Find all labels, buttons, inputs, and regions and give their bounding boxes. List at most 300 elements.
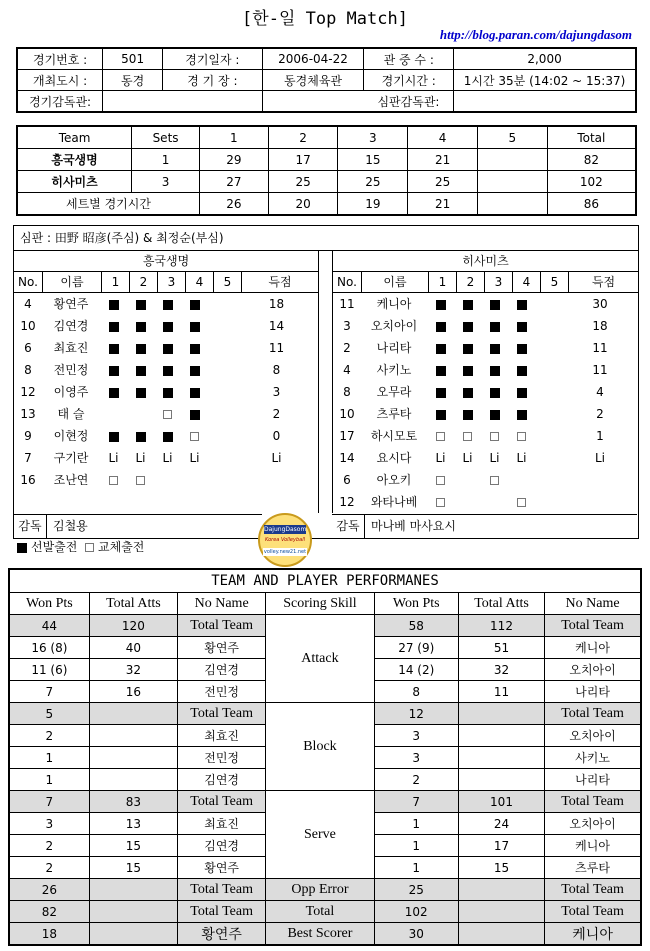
starter-square-icon: [517, 410, 527, 420]
away-name: 사키노: [545, 747, 641, 769]
away-name: 오치아이: [545, 813, 641, 835]
set-mark: [427, 469, 454, 491]
performance-title-row: [9, 569, 641, 593]
score-header-cell: 1: [199, 126, 268, 149]
player-points: 18: [592, 319, 608, 333]
set-mark: [508, 337, 535, 359]
away-name: Total Team: [545, 791, 641, 813]
score-cell: 3: [132, 171, 200, 193]
score-header-cell: Total: [547, 126, 636, 149]
set-mark: [154, 469, 181, 491]
starter-square-icon: [436, 300, 446, 310]
away-won-pts: 27 (9): [374, 637, 458, 659]
performance-title: TEAM AND PLAYER PERFORMANES: [9, 569, 641, 593]
set-mark: Li: [489, 451, 500, 465]
col-points: 득점: [268, 275, 292, 289]
home-total-atts: 83: [89, 791, 177, 813]
set-mark: [427, 293, 454, 315]
player-points: 2: [272, 407, 281, 421]
home-total-atts: 15: [89, 857, 177, 879]
player-name: 케니아: [376, 297, 412, 311]
roster-column-header: [333, 272, 638, 293]
away-won-pts: 30: [374, 923, 458, 946]
away-won-pts: 3: [374, 725, 458, 747]
set-mark: [481, 337, 508, 359]
summary-label: Best Scorer: [266, 923, 374, 946]
sub-square-icon: [517, 432, 526, 441]
summary-row: [9, 879, 641, 901]
set-mark: [481, 293, 508, 315]
away-won-pts: 1: [374, 857, 458, 879]
away-coach: [332, 514, 637, 538]
set-mark: [508, 293, 535, 315]
player-name: 최효진: [53, 341, 89, 355]
score-header-row: [17, 126, 636, 149]
col-no: No.: [14, 272, 43, 292]
starter-square-icon: [136, 344, 146, 354]
starter-square-icon: [490, 322, 500, 332]
blog-url[interactable]: http://blog.paran.com/dajungdasom: [439, 27, 632, 42]
sub-square-icon: [436, 432, 445, 441]
set-mark: [127, 315, 154, 337]
sub-square-icon: [136, 476, 145, 485]
sub-square-icon: [109, 476, 118, 485]
home-player-list: [14, 293, 318, 491]
set-mark: [100, 337, 127, 359]
starter-square-icon: [163, 344, 173, 354]
col-name: 이름: [43, 272, 102, 292]
home-name: Total Team: [178, 615, 266, 637]
set-mark: [154, 381, 181, 403]
spectators: 2,000: [454, 48, 636, 70]
starter-square-icon: [190, 344, 200, 354]
set-time-cell: 19: [338, 193, 408, 216]
set-mark: Li: [135, 451, 146, 465]
home-name: 최효진: [178, 813, 266, 835]
starter-square-icon: [490, 366, 500, 376]
player-points: [562, 469, 638, 491]
set-mark: [481, 403, 508, 425]
sub-square-icon: [490, 476, 499, 485]
away-total-atts: 101: [458, 791, 544, 813]
player-no: 11: [339, 297, 355, 311]
set-mark: [127, 469, 154, 491]
starter-square-icon: [436, 322, 446, 332]
set-mark: [208, 469, 235, 491]
set-mark: [508, 315, 535, 337]
away-total-atts: [458, 725, 544, 747]
score-cell: 17: [268, 149, 338, 171]
page-title: [한-일 Top Match]: [242, 9, 408, 29]
away-won-pts: 3: [374, 747, 458, 769]
home-won-pts: 7: [9, 681, 89, 703]
col-set: 3: [158, 272, 186, 292]
col-set: 2: [130, 272, 158, 292]
starter-square-icon: [190, 410, 200, 420]
score-cell: [477, 149, 547, 171]
set-mark: [100, 403, 127, 425]
home-name: 전민정: [178, 681, 266, 703]
player-row: [14, 425, 318, 447]
perf-header-cell: Total Atts: [89, 593, 177, 615]
home-name: 황연주: [178, 637, 266, 659]
set-mark: [154, 359, 181, 381]
set-mark: [481, 315, 508, 337]
home-won-pts: 1: [9, 747, 89, 769]
player-no: 10: [20, 319, 36, 333]
player-no: 12: [20, 385, 36, 399]
player-name: 요시다: [376, 451, 412, 465]
home-won-pts: 82: [9, 901, 89, 923]
supervisor-value: [103, 91, 262, 113]
match-no-label: 경기번호 :: [17, 48, 103, 70]
set-mark: [127, 425, 154, 447]
player-row: [14, 469, 318, 491]
away-name: 나리타: [545, 769, 641, 791]
sub-square-icon: [490, 432, 499, 441]
away-won-pts: 58: [374, 615, 458, 637]
home-won-pts: 26: [9, 879, 89, 901]
sub-square-icon: [163, 410, 172, 419]
player-no: 14: [339, 451, 355, 465]
starter-square-icon: [436, 344, 446, 354]
score-cell: 102: [547, 171, 636, 193]
starter-square-icon: [517, 388, 527, 398]
starter-square-icon: [436, 366, 446, 376]
player-row: [14, 315, 318, 337]
set-mark: [100, 315, 127, 337]
starter-square-icon: [136, 432, 146, 442]
starter-square-icon: [436, 388, 446, 398]
set-mark: Li: [162, 451, 173, 465]
starter-square-icon: [490, 388, 500, 398]
away-name: 케니아: [545, 637, 641, 659]
set-mark: [154, 337, 181, 359]
home-total-atts: [89, 879, 177, 901]
starter-square-icon: [163, 388, 173, 398]
player-points: 11: [592, 341, 608, 355]
player-points: Li: [271, 451, 282, 465]
logo-top: DajungDasom: [264, 526, 307, 533]
player-no: 8: [343, 385, 351, 399]
set-mark: [208, 337, 235, 359]
player-name: 태 슬: [57, 407, 85, 421]
score-header-cell: 5: [477, 126, 547, 149]
away-total-atts: [458, 703, 544, 725]
set-time-label: 세트별 경기시간: [17, 193, 199, 216]
score-cell: 21: [408, 149, 478, 171]
set-mark: [127, 403, 154, 425]
player-points: 1: [596, 429, 604, 443]
starter-square-icon: [490, 300, 500, 310]
home-name: 김연경: [178, 659, 266, 681]
score-row-home: [17, 149, 636, 171]
score-row-away: [17, 171, 636, 193]
player-row: [333, 469, 638, 491]
venue: 동경체육관: [262, 70, 364, 91]
starter-square-icon: [109, 322, 119, 332]
score-header-cell: Team: [17, 126, 132, 149]
set-mark: Li: [108, 451, 119, 465]
set-mark: [481, 425, 508, 447]
set-mark: [535, 337, 562, 359]
score-cell: 29: [199, 149, 268, 171]
player-points: 11: [268, 341, 285, 355]
away-total-atts: [458, 879, 544, 901]
set-mark: [454, 469, 481, 491]
set-mark: [208, 381, 235, 403]
home-name: Total Team: [178, 791, 266, 813]
set-mark: [181, 337, 208, 359]
player-name: 전민정: [53, 363, 89, 377]
player-row: [333, 491, 638, 513]
sub-square-icon: [517, 498, 526, 507]
away-name: 나리타: [545, 681, 641, 703]
set-mark: [208, 359, 235, 381]
col-set: 2: [457, 272, 485, 292]
away-name: 케니아: [545, 835, 641, 857]
col-set: 1: [102, 272, 130, 292]
home-total-atts: 13: [89, 813, 177, 835]
away-won-pts: 2: [374, 769, 458, 791]
col-points: 득점: [591, 275, 616, 289]
set-mark: [208, 403, 235, 425]
set-mark: [100, 381, 127, 403]
player-name: 아오키: [376, 473, 412, 487]
away-total-atts: [458, 747, 544, 769]
away-won-pts: 102: [374, 901, 458, 923]
player-points: 14: [268, 319, 285, 333]
set-mark: [154, 315, 181, 337]
home-name: 김연경: [178, 835, 266, 857]
venue-label: 경 기 장 :: [163, 70, 263, 91]
starter-square-icon: [109, 432, 119, 442]
set-mark: [535, 315, 562, 337]
player-no: 16: [20, 473, 36, 487]
date-label: 경기일자 :: [163, 48, 263, 70]
score-header-cell: 4: [408, 126, 478, 149]
player-no: 4: [343, 363, 351, 377]
set-mark: [154, 293, 181, 315]
set-mark: [127, 359, 154, 381]
score-header-cell: 3: [338, 126, 408, 149]
col-name: 이름: [362, 272, 429, 292]
supervisor-label: 경기감독관:: [17, 91, 103, 113]
set-time-cell: 21: [408, 193, 478, 216]
home-total-atts: 120: [89, 615, 177, 637]
starter-square-icon: [463, 410, 473, 420]
set-mark: [535, 293, 562, 315]
home-total-atts: 15: [89, 835, 177, 857]
set-mark: [427, 403, 454, 425]
player-no: 6: [24, 341, 32, 355]
score-cell: 1: [132, 149, 200, 171]
score-cell: 25: [338, 171, 408, 193]
home-won-pts: 2: [9, 857, 89, 879]
set-mark: [535, 447, 562, 469]
player-points: 0: [272, 429, 281, 443]
home-roster: [14, 251, 319, 513]
score-header-cell: 2: [268, 126, 338, 149]
home-total-atts: [89, 901, 177, 923]
set-mark: [508, 381, 535, 403]
logo-bottom: volley.new21.net: [263, 549, 307, 555]
set-mark: [535, 469, 562, 491]
starter-square-icon: [190, 300, 200, 310]
player-points: 2: [596, 407, 604, 421]
player-row: [333, 359, 638, 381]
home-total-atts: [89, 747, 177, 769]
set-mark: [427, 315, 454, 337]
away-total-atts: [458, 901, 544, 923]
set-time-cell: 20: [268, 193, 338, 216]
set-mark: [481, 491, 508, 513]
set-mark: [208, 293, 235, 315]
home-name: 황연주: [178, 923, 266, 946]
player-name: 구기란: [53, 451, 89, 465]
home-total-atts: 40: [89, 637, 177, 659]
set-mark: Li: [462, 451, 473, 465]
home-won-pts: 2: [9, 725, 89, 747]
coach-name: 김철용: [53, 519, 88, 533]
legend: [17, 538, 144, 555]
starter-square-icon: [490, 410, 500, 420]
home-won-pts: 44: [9, 615, 89, 637]
home-total-atts: [89, 703, 177, 725]
legend-sub: 교체출전: [98, 540, 145, 554]
starter-square-icon: [190, 322, 200, 332]
home-total-atts: 32: [89, 659, 177, 681]
player-row: [333, 381, 638, 403]
starter-square-icon: [163, 322, 173, 332]
player-points: [235, 469, 318, 491]
set-mark: [535, 359, 562, 381]
scoring-skill: Attack: [266, 615, 374, 703]
sub-square-icon: [436, 498, 445, 507]
home-total-atts: [89, 923, 177, 946]
home-coach: [14, 514, 262, 538]
player-points: [562, 491, 638, 513]
home-name: Total Team: [178, 879, 266, 901]
player-row: [333, 425, 638, 447]
set-mark: [208, 425, 235, 447]
info-spacer: [262, 91, 364, 113]
summary-row: [9, 901, 641, 923]
set-mark: [427, 491, 454, 513]
player-points: 3: [272, 385, 281, 399]
player-row: [14, 293, 318, 315]
away-name: Total Team: [545, 879, 641, 901]
player-name: 오치아이: [370, 319, 418, 333]
home-name: 최효진: [178, 725, 266, 747]
score-cell: 25: [268, 171, 338, 193]
away-name: Total Team: [545, 901, 641, 923]
player-name: 츠루타: [376, 407, 412, 421]
away-player-list: [333, 293, 638, 513]
logo-mid: Korea Volleyball: [265, 537, 305, 543]
starter-square-icon: [517, 344, 527, 354]
home-won-pts: 18: [9, 923, 89, 946]
set-mark: [508, 469, 535, 491]
starter-square-icon: [463, 366, 473, 376]
team-name: 히사미츠: [17, 171, 132, 193]
starter-square-icon: [463, 388, 473, 398]
set-mark: [181, 359, 208, 381]
set-mark: [154, 403, 181, 425]
roster-panel: [13, 225, 639, 539]
home-won-pts: 16 (8): [9, 637, 89, 659]
set-mark: Li: [435, 451, 446, 465]
away-name: 츠루타: [545, 857, 641, 879]
set-time-row: [17, 193, 636, 216]
starter-square-icon: [463, 300, 473, 310]
team-total-row: [9, 615, 641, 637]
col-set: 5: [541, 272, 569, 292]
player-name: 하시모토: [370, 429, 418, 443]
set-mark: [208, 447, 235, 469]
starter-square-icon: [136, 322, 146, 332]
player-points: 11: [592, 363, 608, 377]
set-mark: [454, 425, 481, 447]
set-mark: [427, 381, 454, 403]
player-row: [14, 337, 318, 359]
starter-square-icon: [109, 388, 119, 398]
set-mark: [181, 293, 208, 315]
home-name: 황연주: [178, 857, 266, 879]
away-total-atts: 24: [458, 813, 544, 835]
set-mark: [181, 469, 208, 491]
home-won-pts: 5: [9, 703, 89, 725]
away-won-pts: 1: [374, 813, 458, 835]
set-mark: [508, 425, 535, 447]
player-name: 나리타: [376, 341, 412, 355]
away-name: 오치아이: [545, 659, 641, 681]
home-total-atts: 16: [89, 681, 177, 703]
referee-sup-value: [454, 91, 636, 113]
set-mark: [100, 469, 127, 491]
home-won-pts: 7: [9, 791, 89, 813]
player-name: 김연경: [53, 319, 89, 333]
match-date: 2006-04-22: [262, 48, 364, 70]
home-won-pts: 3: [9, 813, 89, 835]
player-no: 9: [24, 429, 32, 443]
set-mark: [454, 293, 481, 315]
away-team-header: 히사미츠: [333, 251, 638, 272]
starter-square-icon: [490, 344, 500, 354]
roster-column-header: [14, 272, 318, 293]
filled-square-icon: [17, 543, 27, 553]
starter-square-icon: [109, 366, 119, 376]
starter-square-icon: [163, 300, 173, 310]
set-mark: [454, 359, 481, 381]
set-mark: [481, 381, 508, 403]
set-mark: [454, 403, 481, 425]
away-total-atts: 11: [458, 681, 544, 703]
player-no: 6: [343, 473, 351, 487]
performance-body: [9, 569, 641, 945]
set-time-cell: [477, 193, 547, 216]
scoring-skill: Block: [266, 703, 374, 791]
player-points: 8: [272, 363, 281, 377]
away-roster: [332, 251, 638, 513]
set-mark: [100, 359, 127, 381]
spectators-label: 관 중 수 :: [364, 48, 454, 70]
home-total-atts: [89, 725, 177, 747]
referee-sup-label: 심판감독관:: [364, 91, 454, 113]
set-mark: [508, 359, 535, 381]
away-total-atts: 32: [458, 659, 544, 681]
player-row: [14, 381, 318, 403]
